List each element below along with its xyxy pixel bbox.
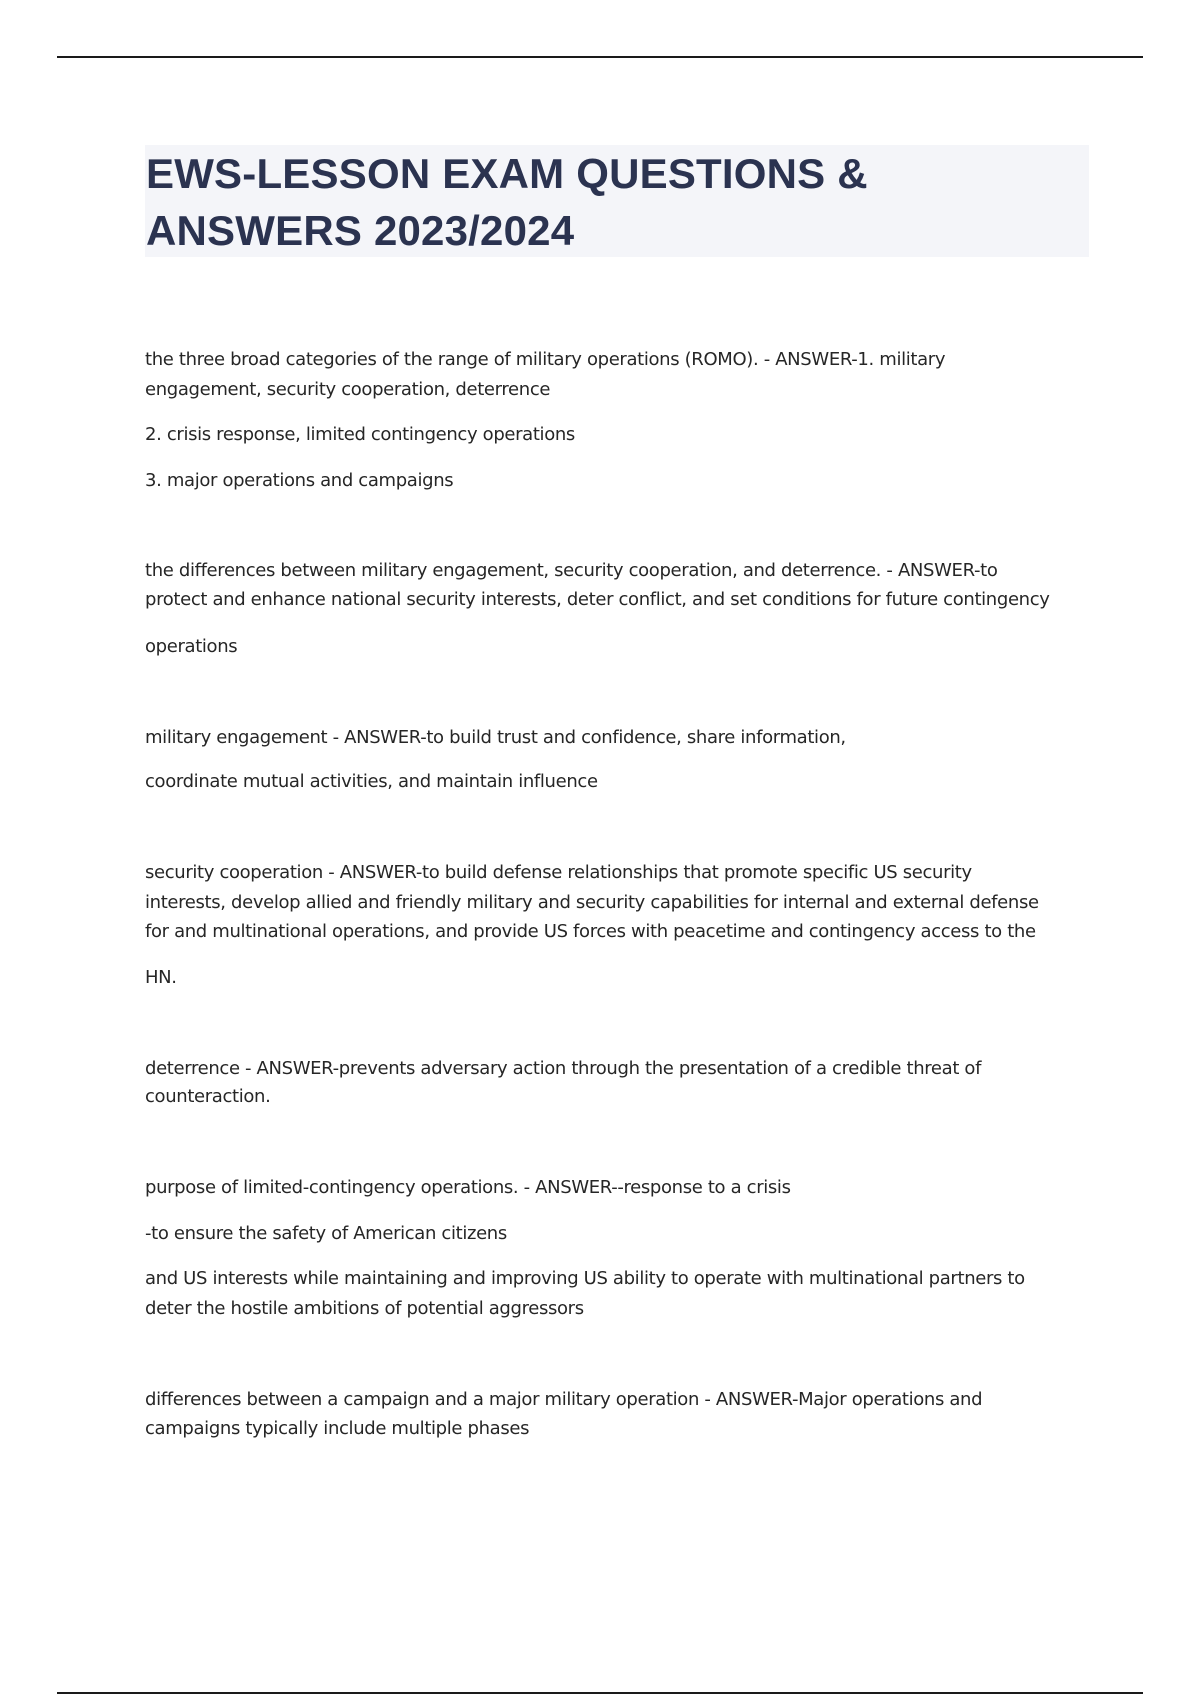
text-line: and US interests while maintaining and improving US ability to operate with multinational partners to [145, 1268, 1025, 1289]
title-line-2: ANSWERS 2023/2024 [146, 207, 575, 254]
text-line: differences between a campaign and a major military operation - ANSWER-Major operations and [145, 1389, 983, 1410]
text-line: deterrence - ANSWER-prevents adversary action through the presentation of a credible threat of [145, 1058, 982, 1079]
text-line: 3. major operations and campaigns [145, 470, 454, 491]
page-title [146, 145, 1066, 259]
text-line: engagement, security cooperation, deterrence [145, 379, 551, 400]
text-line: operations [145, 636, 238, 657]
text-line: purpose of limited-contingency operations. - ANSWER--response to a crisis [145, 1177, 791, 1198]
text-line: campaigns typically include multiple phases [145, 1418, 530, 1439]
text-line: deter the hostile ambitions of potential aggressors [145, 1298, 584, 1319]
title-line-1: EWS-LESSON EXAM QUESTIONS & [146, 150, 868, 197]
text-line: the three broad categories of the range of military operations (ROMO). - ANSWER-1. military [145, 349, 946, 370]
text-line: HN. [145, 967, 177, 988]
text-line: interests, develop allied and friendly military and security capabilities for internal and external defense [145, 892, 1039, 913]
top-rule [57, 56, 1143, 58]
text-line: coordinate mutual activities, and maintain influence [145, 771, 598, 792]
text-line: counteraction. [145, 1086, 271, 1107]
text-line: protect and enhance national security interests, deter conflict, and set conditions for future contingency [145, 589, 1050, 610]
text-line: the differences between military engagement, security cooperation, and deterrence. - ANSWER-to [145, 560, 998, 581]
text-line: security cooperation - ANSWER-to build defense relationships that promote specific US security [145, 862, 972, 883]
bottom-rule [57, 1692, 1143, 1694]
text-line: 2. crisis response, limited contingency operations [145, 424, 575, 445]
text-line: for and multinational operations, and provide US forces with peacetime and contingency access to the [145, 921, 1036, 942]
text-line: military engagement - ANSWER-to build trust and confidence, share information, [145, 727, 846, 748]
text-line: -to ensure the safety of American citizens [145, 1223, 507, 1244]
